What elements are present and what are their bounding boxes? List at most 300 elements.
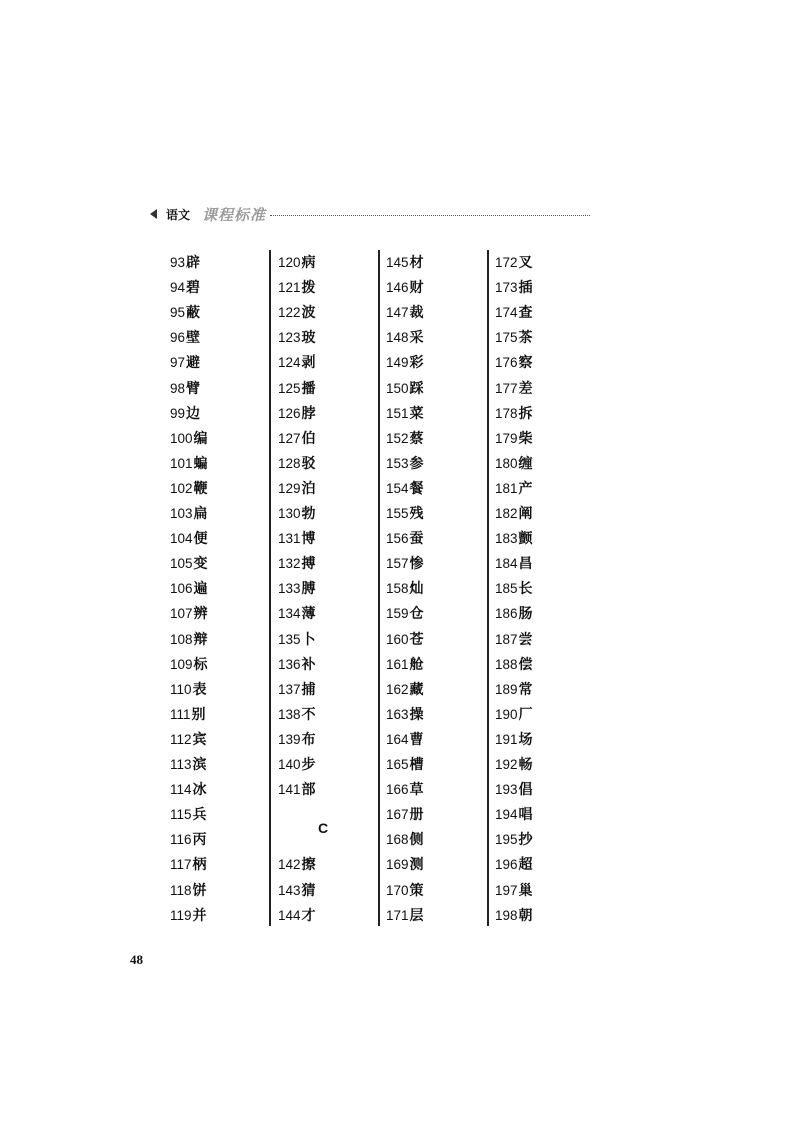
entry-number: 143	[278, 882, 301, 898]
char-entry	[386, 275, 424, 300]
entry-number: 114	[170, 782, 192, 798]
char-entry	[170, 275, 200, 300]
entry-character: 蔡	[409, 430, 424, 447]
entry-character: 辨	[193, 606, 208, 623]
char-entry	[170, 752, 207, 777]
char-entry	[278, 250, 316, 275]
header-subject: 语文	[166, 208, 191, 222]
entry-character: 惨	[409, 556, 424, 573]
triangle-marker-icon	[150, 209, 157, 219]
entry-character: 猜	[301, 882, 316, 899]
char-entry	[386, 878, 424, 903]
entry-character: 昌	[518, 556, 533, 573]
entry-number: 152	[386, 430, 409, 446]
entry-character: 查	[518, 305, 533, 322]
entry-number: 196	[495, 857, 518, 873]
entry-character: 标	[193, 656, 208, 673]
entry-number: 179	[495, 430, 518, 446]
entry-number: 170	[386, 882, 409, 898]
entry-number: 137	[278, 681, 301, 697]
entry-number: 103	[170, 506, 193, 521]
entry-character: 抄	[518, 832, 533, 849]
entry-character: 泊	[301, 480, 316, 497]
entry-character: 滨	[192, 757, 207, 773]
entry-character: 蝙	[193, 455, 208, 472]
entry-character: 补	[301, 656, 316, 673]
entry-character: 臂	[186, 380, 201, 397]
entry-character: 表	[192, 681, 207, 698]
entry-number: 183	[495, 531, 518, 547]
entry-character: 侧	[409, 832, 424, 849]
entry-number: 138	[278, 706, 301, 722]
char-entry	[170, 827, 207, 852]
char-entry	[170, 476, 208, 501]
char-entry	[495, 752, 533, 777]
entry-character: 玻	[301, 330, 316, 347]
entry-number: 102	[170, 480, 193, 496]
char-entry	[278, 275, 316, 300]
entry-character: 舱	[409, 656, 424, 673]
entry-number: 192	[495, 757, 518, 772]
entry-character: 朝	[518, 907, 533, 924]
char-entry	[278, 551, 316, 576]
entry-number: 147	[386, 305, 409, 321]
entry-character: 财	[409, 280, 424, 297]
entry-character: 裁	[409, 305, 424, 322]
char-entry	[495, 275, 533, 300]
entry-character: 巢	[518, 882, 533, 899]
entry-character: 采	[409, 330, 424, 347]
char-entry	[386, 401, 424, 426]
entry-character: 策	[409, 882, 424, 899]
entry-number: 197	[495, 882, 518, 898]
entry-character: 蚕	[409, 531, 424, 548]
entry-number: 116	[170, 832, 192, 848]
char-entry	[170, 727, 207, 752]
entry-character: 餐	[409, 480, 424, 497]
char-entry	[495, 852, 533, 877]
entry-character: 测	[409, 857, 424, 874]
entry-character: 脖	[301, 405, 316, 422]
char-entry	[386, 325, 424, 350]
entry-number: 122	[278, 305, 301, 321]
char-entry	[386, 426, 424, 451]
char-entry	[278, 401, 316, 426]
char-entry	[278, 376, 316, 401]
char-entry	[495, 350, 533, 375]
char-entry	[386, 526, 424, 551]
entry-number: 105	[170, 556, 193, 572]
char-entry	[386, 627, 424, 652]
char-entry	[170, 652, 208, 677]
char-entry	[170, 325, 200, 350]
column-divider	[269, 250, 271, 926]
entry-character: 不	[301, 706, 316, 723]
entry-number: 175	[495, 330, 518, 346]
entry-number: 120	[278, 255, 301, 270]
char-entry	[278, 903, 316, 928]
entry-character: 播	[301, 380, 316, 397]
entry-number: 125	[278, 380, 301, 396]
entry-character: 病	[301, 255, 316, 271]
entry-number: 111	[170, 706, 191, 722]
entry-number: 129	[278, 480, 301, 496]
char-entry	[278, 727, 316, 752]
entry-number: 124	[278, 355, 301, 371]
char-entry	[170, 903, 207, 928]
entry-number: 198	[495, 907, 518, 923]
entry-character: 踩	[409, 380, 424, 397]
entry-number: 96	[170, 330, 186, 346]
entry-number: 186	[495, 606, 518, 622]
entry-character: 步	[301, 757, 316, 773]
entry-number: 126	[278, 405, 301, 421]
entry-character: 残	[409, 506, 424, 522]
entry-character: 仓	[409, 606, 424, 623]
entry-number: 171	[386, 907, 409, 923]
entry-character: 擦	[301, 857, 316, 874]
entry-number: 189	[495, 681, 518, 697]
char-entry	[495, 576, 533, 601]
entry-character: 驳	[301, 455, 316, 472]
entry-number: 184	[495, 556, 518, 572]
entry-number: 99	[170, 405, 186, 421]
entry-number: 188	[495, 656, 518, 672]
entry-character: 柴	[518, 430, 533, 447]
entry-character: 曹	[409, 731, 424, 748]
entry-number: 139	[278, 731, 301, 747]
char-entry	[495, 601, 533, 626]
entry-number: 157	[386, 556, 409, 572]
entry-number: 169	[386, 857, 409, 873]
char-entry	[170, 802, 207, 827]
entry-number: 110	[170, 681, 192, 697]
char-entry	[170, 526, 208, 551]
char-entry	[386, 652, 424, 677]
char-entry	[278, 878, 316, 903]
entry-character: 鞭	[193, 480, 208, 497]
entry-number: 191	[495, 731, 518, 747]
entry-number: 132	[278, 556, 301, 572]
entry-number: 134	[278, 606, 301, 622]
entry-character: 剥	[301, 355, 316, 372]
char-entry	[495, 551, 533, 576]
char-entry	[495, 300, 533, 325]
entry-number: 144	[278, 907, 301, 923]
entry-character: 缠	[518, 455, 533, 472]
entry-character: 膊	[301, 581, 316, 598]
char-entry	[170, 677, 207, 702]
entry-character: 场	[518, 731, 533, 748]
char-entry	[495, 627, 533, 652]
entry-character: 伯	[301, 430, 316, 447]
char-entry	[278, 501, 316, 526]
char-entry	[495, 526, 533, 551]
char-entry	[278, 325, 316, 350]
entry-number: 168	[386, 832, 409, 848]
entry-character: 察	[518, 355, 533, 372]
entry-number: 162	[386, 681, 409, 697]
entry-character: 变	[193, 556, 208, 573]
char-entry	[278, 426, 316, 451]
char-entry	[495, 376, 533, 401]
entry-character: 饼	[192, 882, 207, 899]
entry-character: 辟	[186, 255, 201, 271]
char-entry	[386, 576, 424, 601]
entry-number: 163	[386, 706, 409, 722]
char-entry	[495, 903, 533, 928]
entry-character: 叉	[518, 255, 533, 271]
entry-number: 159	[386, 606, 409, 622]
char-entry	[495, 476, 533, 501]
char-entry	[278, 702, 316, 727]
char-entry	[170, 551, 208, 576]
char-entry	[278, 627, 316, 652]
entry-character: 册	[409, 807, 424, 824]
entry-character: 壁	[186, 330, 201, 347]
entry-character: 厂	[518, 706, 533, 723]
entry-number: 100	[170, 430, 193, 446]
char-entry	[278, 601, 316, 626]
entry-character: 薄	[301, 606, 316, 623]
entry-number: 140	[278, 757, 301, 772]
char-entry	[278, 852, 316, 877]
entry-number: 174	[495, 305, 518, 321]
char-entry	[495, 802, 533, 827]
char-entry	[495, 501, 533, 526]
char-entry	[386, 501, 424, 526]
entry-number: 133	[278, 581, 301, 597]
entry-character: 插	[518, 280, 533, 297]
char-entry	[495, 677, 533, 702]
char-entry	[278, 752, 316, 777]
entry-character: 苍	[409, 631, 424, 648]
entry-character: 茶	[518, 330, 533, 347]
entry-number: 173	[495, 280, 518, 296]
entry-number: 158	[386, 581, 409, 597]
entry-character: 灿	[409, 581, 424, 598]
entry-number: 145	[386, 255, 409, 270]
entry-number: 154	[386, 480, 409, 496]
char-entry	[278, 526, 316, 551]
entry-character: 捕	[301, 681, 316, 698]
char-entry	[278, 677, 316, 702]
entry-number: 156	[386, 531, 409, 547]
char-entry	[386, 601, 424, 626]
entry-number: 185	[495, 581, 518, 597]
header-dotted-rule	[270, 215, 590, 216]
entry-number: 167	[386, 807, 409, 823]
entry-number: 107	[170, 606, 193, 622]
char-entry	[495, 727, 533, 752]
char-entry	[495, 702, 533, 727]
entry-character: 并	[192, 907, 207, 924]
char-entry	[170, 451, 208, 476]
char-entry	[495, 325, 533, 350]
entry-number: 172	[495, 255, 518, 270]
char-entry	[495, 451, 533, 476]
char-entry	[386, 802, 424, 827]
char-entry	[386, 350, 424, 375]
entry-number: 180	[495, 455, 518, 471]
char-entry	[278, 300, 316, 325]
entry-number: 194	[495, 807, 518, 823]
char-entry	[495, 827, 533, 852]
entry-character: 偿	[518, 656, 533, 673]
char-entry	[386, 677, 424, 702]
char-entry	[495, 777, 533, 802]
entry-character: 搏	[301, 556, 316, 573]
entry-number: 95	[170, 305, 186, 321]
char-entry	[170, 777, 207, 802]
entry-character: 操	[409, 706, 424, 723]
entry-number: 94	[170, 280, 186, 296]
entry-number: 93	[170, 255, 186, 270]
entry-character: 材	[409, 255, 424, 271]
entry-number: 131	[278, 531, 301, 547]
entry-character: 槽	[409, 757, 424, 773]
char-entry	[386, 250, 424, 275]
entry-character: 阐	[518, 506, 533, 522]
entry-number: 148	[386, 330, 409, 346]
entry-number: 151	[386, 405, 409, 421]
entry-character: 扁	[193, 506, 208, 522]
entry-number: 150	[386, 380, 409, 396]
char-entry	[170, 426, 208, 451]
entry-character: 蔽	[186, 305, 201, 322]
char-entry	[278, 576, 316, 601]
entry-character: 菜	[409, 405, 424, 422]
char-entry	[278, 451, 316, 476]
char-entry	[278, 777, 316, 802]
entry-number: 193	[495, 782, 518, 798]
entry-character: 博	[301, 531, 316, 548]
char-entry	[170, 601, 208, 626]
char-entry	[495, 426, 533, 451]
entry-character: 尝	[518, 631, 533, 648]
section-letter-heading: C	[318, 820, 329, 836]
entry-number: 121	[278, 280, 301, 296]
entry-character: 边	[186, 405, 201, 422]
entry-character: 别	[191, 706, 206, 723]
char-entry	[278, 652, 316, 677]
entry-number: 141	[278, 782, 301, 798]
char-entry	[386, 852, 424, 877]
entry-number: 97	[170, 355, 186, 371]
entry-character: 宾	[192, 731, 207, 748]
entry-number: 108	[170, 631, 193, 647]
entry-number: 119	[170, 907, 192, 923]
char-entry	[386, 777, 424, 802]
entry-character: 颤	[518, 531, 533, 548]
entry-number: 181	[495, 480, 518, 496]
entry-number: 118	[170, 882, 192, 898]
entry-character: 肠	[518, 606, 533, 623]
entry-character: 长	[518, 581, 533, 598]
entry-number: 190	[495, 706, 518, 722]
entry-number: 109	[170, 656, 193, 672]
char-entry	[170, 576, 208, 601]
char-entry	[170, 350, 200, 375]
entry-number: 166	[386, 782, 409, 798]
entry-character: 参	[409, 455, 424, 472]
entry-number: 149	[386, 355, 409, 371]
char-entry	[386, 903, 424, 928]
entry-number: 135	[278, 631, 301, 647]
char-entry	[495, 401, 533, 426]
char-entry	[386, 300, 424, 325]
entry-character: 编	[193, 430, 208, 447]
entry-character: 草	[409, 782, 424, 799]
entry-number: 155	[386, 506, 409, 521]
char-entry	[386, 476, 424, 501]
page-number: 48	[130, 952, 143, 967]
entry-number: 136	[278, 656, 301, 672]
char-entry	[278, 350, 316, 375]
entry-number: 128	[278, 455, 301, 471]
entry-number: 113	[170, 757, 192, 772]
char-entry	[170, 852, 207, 877]
entry-number: 146	[386, 280, 409, 296]
char-entry	[170, 401, 200, 426]
char-entry	[278, 476, 316, 501]
char-entry	[386, 551, 424, 576]
entry-character: 布	[301, 731, 316, 748]
entry-number: 130	[278, 506, 301, 521]
entry-character: 拨	[301, 280, 316, 297]
entry-number: 177	[495, 380, 518, 396]
entry-number: 104	[170, 531, 193, 547]
entry-number: 161	[386, 656, 409, 672]
entry-character: 柄	[192, 857, 207, 874]
char-entry	[170, 376, 200, 401]
entry-character: 倡	[518, 782, 533, 799]
entry-number: 176	[495, 355, 518, 371]
entry-character: 辩	[193, 631, 208, 648]
header-book-title: 课程标准	[202, 206, 267, 224]
entry-number: 160	[386, 631, 409, 647]
char-entry	[495, 878, 533, 903]
entry-character: 丙	[192, 832, 207, 849]
char-entry	[386, 376, 424, 401]
entry-character: 避	[186, 355, 201, 372]
entry-number: 187	[495, 631, 518, 647]
char-entry	[386, 451, 424, 476]
char-entry	[386, 827, 424, 852]
entry-number: 106	[170, 581, 193, 597]
char-entry	[170, 250, 200, 275]
entry-character: 差	[518, 380, 533, 397]
entry-number: 195	[495, 832, 518, 848]
char-entry	[386, 702, 424, 727]
entry-character: 冰	[192, 782, 207, 799]
entry-number: 153	[386, 455, 409, 471]
char-entry	[170, 627, 208, 652]
entry-number: 115	[170, 807, 192, 823]
entry-character: 碧	[186, 280, 201, 297]
entry-number: 112	[170, 731, 192, 747]
char-entry	[495, 652, 533, 677]
entry-character: 部	[301, 782, 316, 799]
entry-number: 142	[278, 857, 301, 873]
entry-character: 遍	[193, 581, 208, 598]
entry-character: 兵	[192, 807, 207, 824]
entry-number: 123	[278, 330, 301, 346]
entry-character: 勃	[301, 506, 316, 522]
entry-character: 拆	[518, 405, 533, 422]
entry-number: 182	[495, 506, 518, 521]
entry-number: 101	[170, 455, 193, 471]
